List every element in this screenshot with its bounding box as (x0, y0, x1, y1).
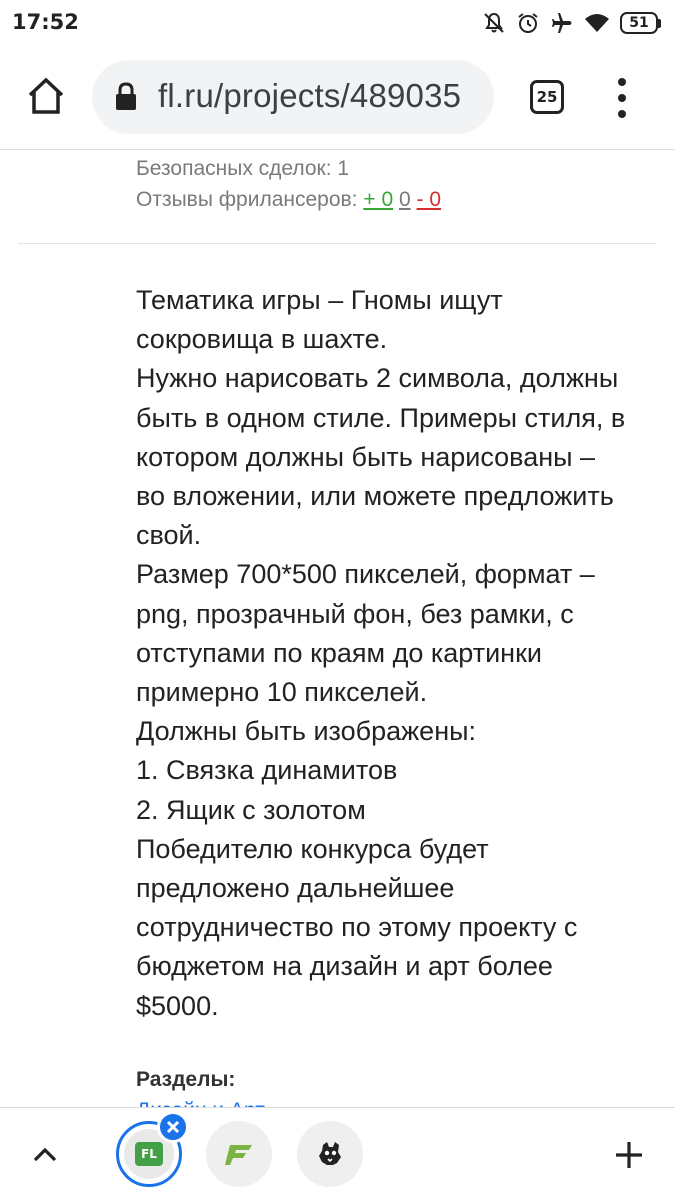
description-line: предложено дальнейшее (136, 873, 455, 904)
chevron-up-icon (30, 1140, 60, 1170)
description-line: Победителю конкурса будет (136, 833, 489, 864)
status-bar (0, 0, 675, 46)
description-line: свой. (136, 520, 202, 551)
new-tab-button[interactable] (613, 1139, 645, 1171)
tab-f[interactable] (206, 1121, 272, 1187)
address-bar[interactable] (92, 60, 494, 134)
airplane-icon (550, 11, 574, 35)
url-text: fl.ru/projects/489035 (158, 77, 462, 114)
plus-icon (613, 1139, 645, 1171)
description-line: бюджетом на дизайн и арт более (136, 951, 553, 982)
tab-dog[interactable] (297, 1121, 363, 1187)
reviews-label: Отзывы фрилансеров: (136, 188, 358, 211)
description-line: примерно 10 пикселей. (136, 677, 428, 708)
tab-group-bar (0, 1107, 675, 1200)
description-line: Тематика игры – Гномы ищут (136, 285, 503, 315)
dog-logo-icon (316, 1140, 344, 1168)
divider (18, 243, 656, 244)
page-content (0, 151, 675, 1107)
battery-level: 51 (620, 12, 658, 34)
description-line: котором должны быть нарисованы – (136, 441, 596, 472)
description-line: 1. Связка динамитов (136, 755, 398, 786)
reviews-neutral-link[interactable]: 0 (398, 188, 411, 211)
fl-logo: FL (135, 1142, 163, 1166)
reviews-negative-link[interactable]: - 0 (416, 188, 442, 211)
mute-icon (482, 11, 506, 35)
expand-tabs-button[interactable] (30, 1140, 60, 1170)
close-tab-button[interactable] (157, 1111, 189, 1143)
description-line: Должны быть изображены: (136, 716, 477, 747)
safe-deals-count: Безопасных сделок: 1 (136, 157, 350, 180)
wifi-icon (584, 11, 610, 35)
battery-icon (620, 12, 661, 34)
project-description (136, 281, 661, 1026)
description-line: быть в одном стиле. Примеры стиля, в (136, 402, 626, 433)
description-line: png, прозрачный фон, без рамки, с (136, 598, 574, 629)
status-icons (482, 8, 661, 38)
browser-toolbar (0, 46, 675, 150)
status-time: 17:52 (12, 10, 79, 34)
description-line: отступами по краям до картинки (136, 637, 542, 668)
close-icon (166, 1120, 180, 1134)
description-line: 2. Ящик с золотом (136, 794, 366, 825)
home-icon (24, 74, 68, 118)
home-button[interactable] (24, 74, 68, 118)
tab-switcher-button[interactable]: 25 (530, 80, 564, 114)
sections-title: Разделы: (136, 1068, 236, 1091)
reviews-positive-link[interactable]: + 0 (363, 188, 394, 211)
description-line: Размер 700*500 пикселей, формат – (136, 559, 595, 590)
description-line: сокровища в шахте. (136, 324, 388, 355)
lock-icon (114, 82, 138, 117)
description-line: сотрудничество по этому проекту с (136, 912, 578, 943)
overflow-menu-button[interactable] (612, 76, 632, 120)
alarm-icon (516, 11, 540, 35)
description-line: во вложении, или можете предложить (136, 481, 614, 512)
f-logo-icon (224, 1141, 254, 1167)
description-line: Нужно нарисовать 2 символа, должны (136, 363, 619, 394)
description-line: $5000. (136, 990, 219, 1021)
freelancer-reviews (136, 188, 441, 212)
